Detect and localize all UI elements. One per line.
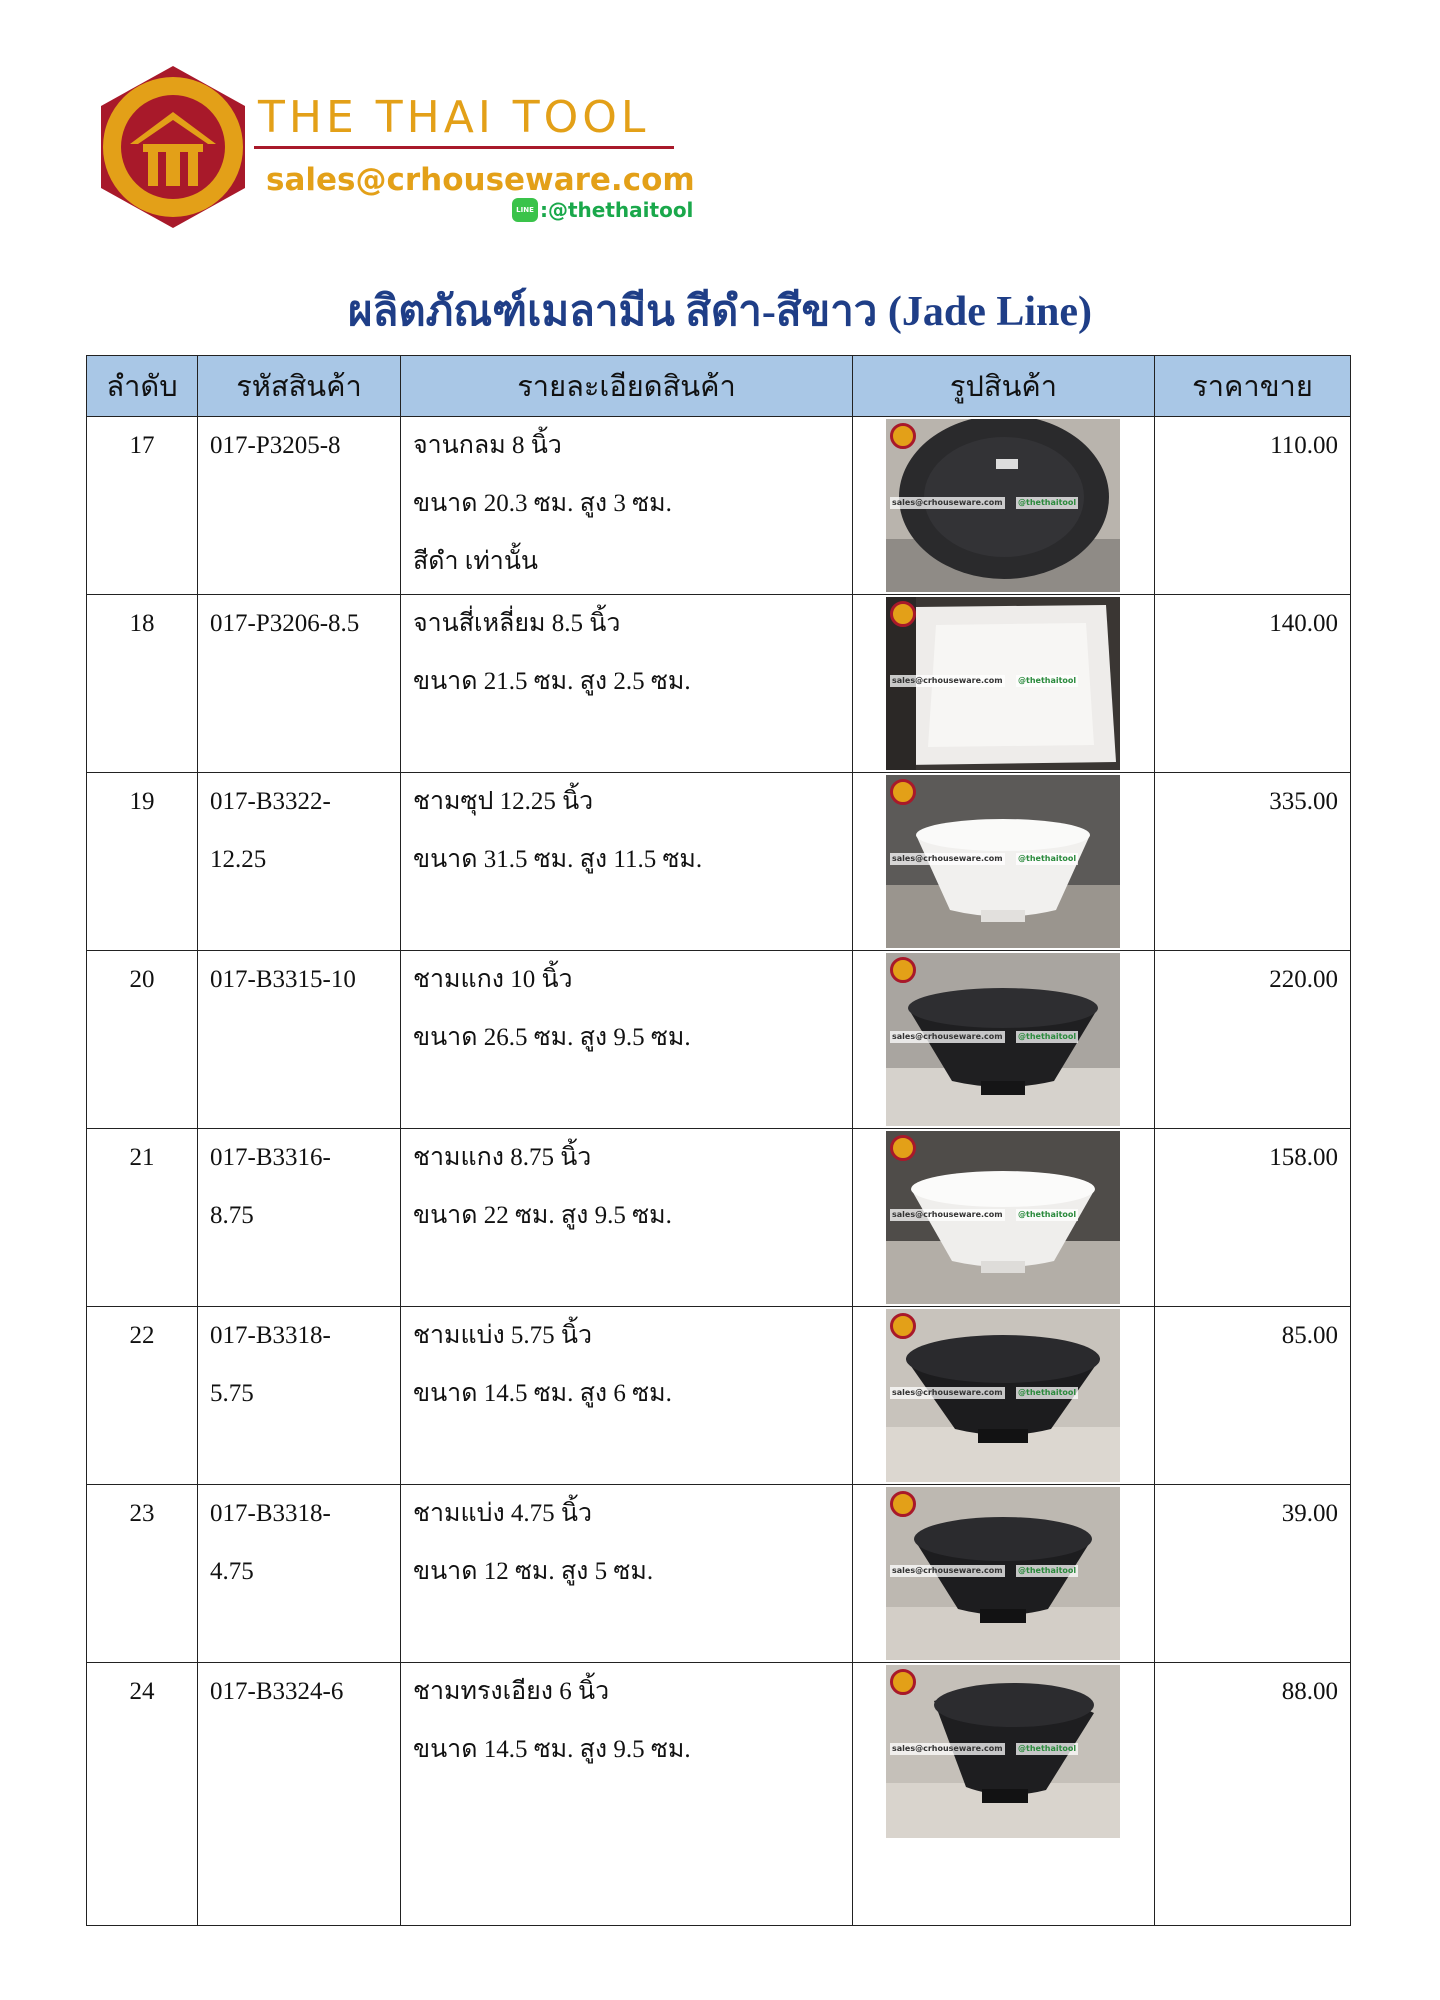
product-code-line: 017-B3318-: [210, 1500, 331, 1527]
product-table: [86, 355, 1351, 1926]
table-row: [87, 1485, 1351, 1663]
cell-product-code: [198, 773, 401, 951]
header-price: ราคาขาย: [1155, 356, 1351, 417]
cell-order: 19: [87, 773, 198, 951]
table-row: [87, 595, 1351, 773]
cell-order: 17: [87, 417, 198, 595]
cell-description: [401, 1485, 853, 1663]
description-line: ชามแกง 8.75 นิ้ว: [413, 1144, 592, 1171]
cell-price: 39.00: [1155, 1485, 1351, 1663]
cell-product-code: [198, 1307, 401, 1485]
product-photo[interactable]: [886, 1665, 1120, 1838]
cell-description: [401, 595, 853, 773]
line-id: :@thethaitool: [540, 198, 694, 222]
line-app-icon: LINE: [512, 198, 538, 222]
product-photo[interactable]: [886, 419, 1120, 592]
cell-order: 18: [87, 595, 198, 773]
description-line: สีดำ เท่านั้น: [413, 548, 539, 575]
description-line: จานสี่เหลี่ยม 8.5 นิ้ว: [413, 610, 621, 637]
description-line: ชามทรงเอียง 6 นิ้ว: [413, 1678, 610, 1705]
cell-order: 20: [87, 951, 198, 1129]
description-line: ขนาด 21.5 ซม. สูง 2.5 ซม.: [413, 668, 691, 695]
header-product-code: รหัสสินค้า: [198, 356, 401, 417]
product-code-line: 017-P3206-8.5: [210, 610, 360, 637]
description-line: จานกลม 8 นิ้ว: [413, 432, 562, 459]
description-line: ขนาด 20.3 ซม. สูง 3 ซม.: [413, 490, 672, 517]
cell-order: 23: [87, 1485, 198, 1663]
cell-product-code: [198, 951, 401, 1129]
watermark-email: sales@crhouseware.com: [892, 1210, 1003, 1219]
product-code-line: 4.75: [210, 1558, 254, 1585]
watermark-email: sales@crhouseware.com: [892, 498, 1003, 507]
watermark-line-id: @thethaitool: [1018, 1744, 1077, 1753]
product-code-line: 8.75: [210, 1202, 254, 1229]
cell-price: 110.00: [1155, 417, 1351, 595]
cell-description: [401, 1663, 853, 1926]
watermark-logo-icon: [890, 423, 916, 449]
watermark-logo-icon: [890, 779, 916, 805]
description-line: ขนาด 22 ซม. สูง 9.5 ซม.: [413, 1202, 672, 1229]
product-photo[interactable]: [886, 597, 1120, 770]
description-line: ชามแบ่ง 5.75 นิ้ว: [413, 1322, 593, 1349]
cell-product-code: [198, 595, 401, 773]
cell-price: 158.00: [1155, 1129, 1351, 1307]
table-row: [87, 951, 1351, 1129]
description-line: ขนาด 14.5 ซม. สูง 6 ซม.: [413, 1380, 672, 1407]
cell-product-code: [198, 1663, 401, 1926]
watermark-logo-icon: [890, 1135, 916, 1161]
description-line: ชามแกง 10 นิ้ว: [413, 966, 573, 993]
product-photo[interactable]: [886, 775, 1120, 948]
cell-description: [401, 1129, 853, 1307]
description-line: ขนาด 26.5 ซม. สูง 9.5 ซม.: [413, 1024, 691, 1051]
cell-order: 22: [87, 1307, 198, 1485]
cell-image: [853, 1129, 1155, 1307]
watermark-line-id: @thethaitool: [1018, 1210, 1077, 1219]
product-code-line: 017-B3324-6: [210, 1678, 344, 1705]
cell-order: 24: [87, 1663, 198, 1926]
watermark-line-id: @thethaitool: [1018, 1032, 1077, 1041]
watermark-email: sales@crhouseware.com: [892, 854, 1003, 863]
watermark-logo-icon: [890, 601, 916, 627]
header-image: รูปสินค้า: [853, 356, 1155, 417]
product-photo[interactable]: [886, 953, 1120, 1126]
cell-description: [401, 1307, 853, 1485]
product-code-line: 12.25: [210, 846, 267, 873]
watermark-logo-icon: [890, 1491, 916, 1517]
description-line: ขนาด 12 ซม. สูง 5 ซม.: [413, 1558, 654, 1585]
brand-name: THE THAI TOOL: [258, 92, 650, 143]
watermark-email: sales@crhouseware.com: [892, 1566, 1003, 1575]
watermark-line-id: @thethaitool: [1018, 676, 1077, 685]
cell-description: [401, 417, 853, 595]
cell-image: [853, 595, 1155, 773]
cell-product-code: [198, 1485, 401, 1663]
cell-price: 88.00: [1155, 1663, 1351, 1926]
table-header-row: [87, 356, 1351, 417]
table-row: [87, 1307, 1351, 1485]
table-row: [87, 1663, 1351, 1926]
table-row: [87, 417, 1351, 595]
company-logo: [88, 62, 695, 232]
watermark-line-id: @thethaitool: [1018, 1566, 1077, 1575]
cell-order: 21: [87, 1129, 198, 1307]
cell-image: [853, 1663, 1155, 1926]
cell-image: [853, 773, 1155, 951]
cell-description: [401, 951, 853, 1129]
cell-price: 335.00: [1155, 773, 1351, 951]
watermark-email: sales@crhouseware.com: [892, 1032, 1003, 1041]
product-code-line: 017-B3318-: [210, 1322, 331, 1349]
table-body: [87, 417, 1351, 1926]
watermark-logo-icon: [890, 957, 916, 983]
watermark-logo-icon: [890, 1313, 916, 1339]
cell-image: [853, 1485, 1155, 1663]
line-contact[interactable]: [512, 196, 693, 224]
product-photo[interactable]: [886, 1487, 1120, 1660]
watermark-email: sales@crhouseware.com: [892, 676, 1003, 685]
description-line: ขนาด 14.5 ซม. สูง 9.5 ซม.: [413, 1736, 691, 1763]
product-photo[interactable]: [886, 1131, 1120, 1304]
watermark-line-id: @thethaitool: [1018, 498, 1077, 507]
watermark-line-id: @thethaitool: [1018, 1388, 1077, 1397]
product-code-line: 017-B3316-: [210, 1144, 331, 1171]
table-row: [87, 1129, 1351, 1307]
watermark-email: sales@crhouseware.com: [892, 1388, 1003, 1397]
cell-price: 220.00: [1155, 951, 1351, 1129]
description-line: ชามซุป 12.25 นิ้ว: [413, 788, 594, 815]
description-line: ขนาด 31.5 ซม. สูง 11.5 ซม.: [413, 846, 703, 873]
watermark-email: sales@crhouseware.com: [892, 1744, 1003, 1753]
cell-price: 85.00: [1155, 1307, 1351, 1485]
house-hexagon-logo-icon: [88, 62, 258, 232]
table-row: [87, 773, 1351, 951]
product-code-line: 017-B3322-: [210, 788, 331, 815]
cell-image: [853, 951, 1155, 1129]
cell-price: 140.00: [1155, 595, 1351, 773]
cell-product-code: [198, 417, 401, 595]
contact-email[interactable]: sales@crhouseware.com: [266, 162, 695, 198]
cell-image: [853, 1307, 1155, 1485]
cell-image: [853, 417, 1155, 595]
description-line: ชามแบ่ง 4.75 นิ้ว: [413, 1500, 593, 1527]
page-title: ผลิตภัณฑ์เมลามีน สีดำ-สีขาว (Jade Line): [347, 289, 1093, 335]
header-description: รายละเอียดสินค้า: [401, 356, 853, 417]
watermark-line-id: @thethaitool: [1018, 854, 1077, 863]
cell-description: [401, 773, 853, 951]
product-code-line: 017-B3315-10: [210, 966, 356, 993]
product-code-line: 017-P3205-8: [210, 432, 341, 459]
watermark-logo-icon: [890, 1669, 916, 1695]
product-photo[interactable]: [886, 1309, 1120, 1482]
header-order: ลำดับ: [87, 356, 198, 417]
product-code-line: 5.75: [210, 1380, 254, 1407]
cell-product-code: [198, 1129, 401, 1307]
brand-divider: [254, 146, 674, 149]
